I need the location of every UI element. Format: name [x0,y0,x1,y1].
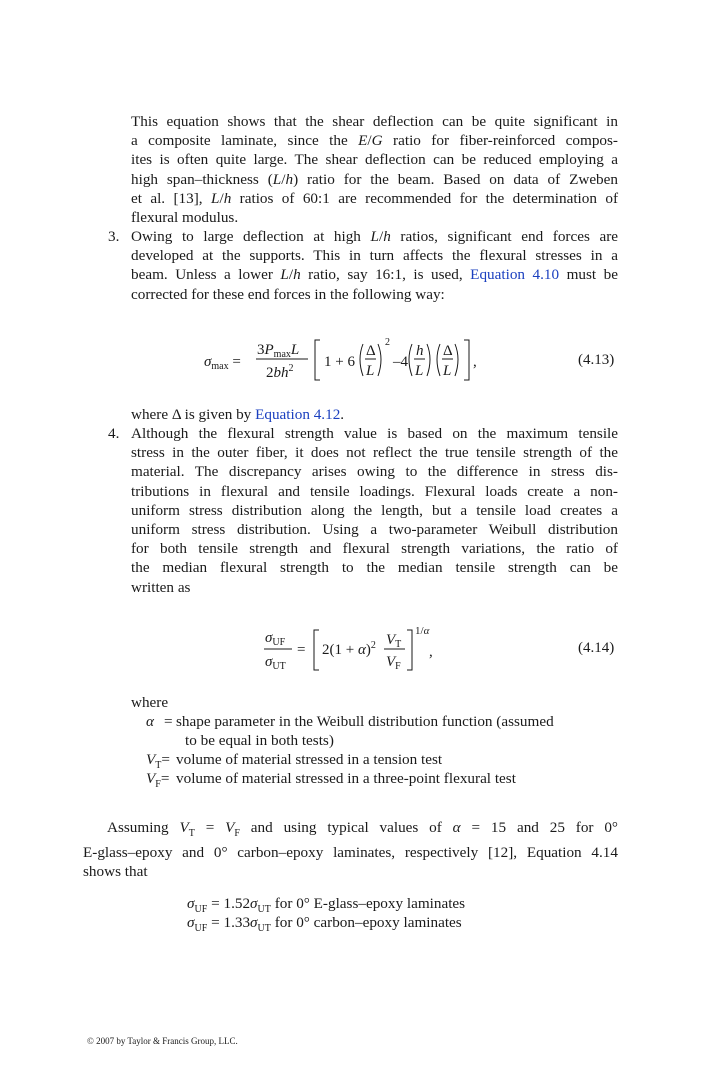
item-4-paragraph [131,424,618,597]
item-3-number: 3. [108,228,120,245]
def-vf-symbol: $V_F=$ [146,770,170,791]
svg-text:σUT: $\sigma_{UT}$ [265,654,286,672]
svg-text:3PmaxL: $3P_{max}L$ [257,342,300,360]
item3-line-3: beam. Unless a lower L/h ratio, say 16:1, is used, Equation 4.10 must be [131,266,618,284]
svg-text:Δ: Δ [366,343,376,359]
result-carbon-coef: 1.33 [223,914,251,931]
item4-line-4: tributions in flexural and tensile loadings. Flexural loads create a non- [131,482,618,500]
assuming-line-2: E-glass–epoxy and 0° carbon–epoxy laminates, respectively [12], Equation 4.14 [83,844,618,862]
item4-line-7: for both tensile strength and flexural strength variations, the ratio of [131,540,618,558]
item4-line-3: material. The discrepancy arises owing to the difference in stress dis- [131,463,618,481]
item4-line-8: the median flexural strength to the median tensile strength can be [131,559,618,577]
svg-text:,: , [429,644,433,660]
equation-4-13-number: (4.13) [578,352,615,368]
item3-line-2: developed at the supports. This in turn affects the flexural stresses in a [131,247,618,265]
item-3-paragraph [131,227,618,304]
svg-text:VF: $V_F$ [386,654,401,672]
result-eglass-coef: 1.52 [223,895,251,912]
svg-text:L: L [443,363,452,379]
svg-text:1 + 6: 1 + 6 [324,354,355,370]
svg-text:σmax =: $\sigma_{max}$ = [204,354,241,372]
item4-line-5: uniform stress distribution along the length, but a tensile load creates a [131,501,618,519]
item4-line-6: uniform stress distribution. Using a two-parameter Weibull distribution [131,521,618,539]
result-carbon-text: for 0° carbon–epoxy laminates [274,914,462,931]
svg-text:Δ: Δ [443,343,453,359]
svg-text:–4: –4 [393,354,408,370]
intro-line-1: This equation shows that the shear deflection can be quite significant in [131,113,618,130]
def-vt-symbol: $V_T=$ [146,751,170,772]
intro-line-2: a composite laminate, since the E/G ratio for fiber-reinforced compos- [131,132,618,150]
def-alpha-symbol: α [146,713,154,730]
svg-text:L: L [366,363,375,379]
assuming-line-1: Assuming $V_T = V_F$ and using typical values of α = 15 and 25 for 0° [107,819,618,840]
def-alpha-text: shape parameter in the Weibull distribution function (assumed [176,713,554,730]
equation-4-12-link[interactable]: Equation 4.12 [255,406,341,423]
equation-4-10-link[interactable]: Equation 4.10 [470,266,560,284]
item4-line-1: Although the flexural strength value is based on the maximum tensile [131,425,618,442]
equation-4-14-graphic [262,622,462,678]
intro-line-3: ites is often quite large. The shear deflection can be reduced employing a [131,151,618,169]
equation-4-14-number: (4.14) [578,640,615,656]
def-alpha-cont: to be equal in both tests) [185,732,334,749]
item4-line-9: written as [131,578,191,596]
item4-line-2: stress in the outer fiber, it does not reflect the true tensile strength of the [131,444,618,462]
equation-4-13-graphic [204,336,504,386]
svg-text:VT: $V_T$ [386,632,402,650]
intro-line-5: et al. [13], L/h ratios of 60:1 are recommended for the determination of [131,189,619,207]
svg-text:=: = [297,642,306,658]
result-carbon: $\sigma_{UF} = 1.33\sigma_{UT}$ for 0° carbon–epoxy laminates [187,914,462,935]
svg-text:2bh2: $2bh^2$ [266,363,294,381]
result-eglass: $\sigma_{UF} = 1.52\sigma_{UT}$ for 0° E-glass–epoxy laminates [187,895,466,916]
where-label: where [131,694,169,711]
svg-text:L: L [415,363,424,379]
svg-text:2(1 + α)2: $2(1 + \alpha)^2$ [322,640,376,658]
svg-text:h: h [416,343,424,359]
def-vf-text: volume of material stressed in a three-point flexural test [176,770,516,787]
copyright-footer: © 2007 by Taylor & Francis Group, LLC. [87,1036,238,1046]
svg-text:,: , [473,354,477,370]
item3-line-1: Owing to large deflection at high L/h ratios, significant end forces are [131,228,619,245]
item3-line-4: corrected for these end forces in the following way: [131,285,445,303]
item-4-number: 4. [108,425,120,442]
intro-line-4: high span–thickness (L/h) ratio for the beam. Based on data of Zweben [131,170,618,188]
result-eglass-text: for 0° E-glass–epoxy laminates [274,895,466,912]
assuming-line-3: shows that [83,863,148,881]
equation-4-14 [262,622,462,683]
intro-paragraph [131,112,618,227]
equation-4-13 [204,336,504,391]
intro-line-6: flexural modulus. [131,209,239,227]
svg-text:σUF: $\sigma_{UF}$ [265,630,286,648]
def-vt-text: volume of material stressed in a tension test [176,751,443,768]
svg-text:1/α: 1/α [415,625,430,637]
svg-text:2: 2 [385,337,390,348]
where-delta-line: where Δ is given by Equation 4.12. [131,406,345,423]
assuming-paragraph [83,818,618,882]
def-alpha-equals: = [164,713,173,730]
